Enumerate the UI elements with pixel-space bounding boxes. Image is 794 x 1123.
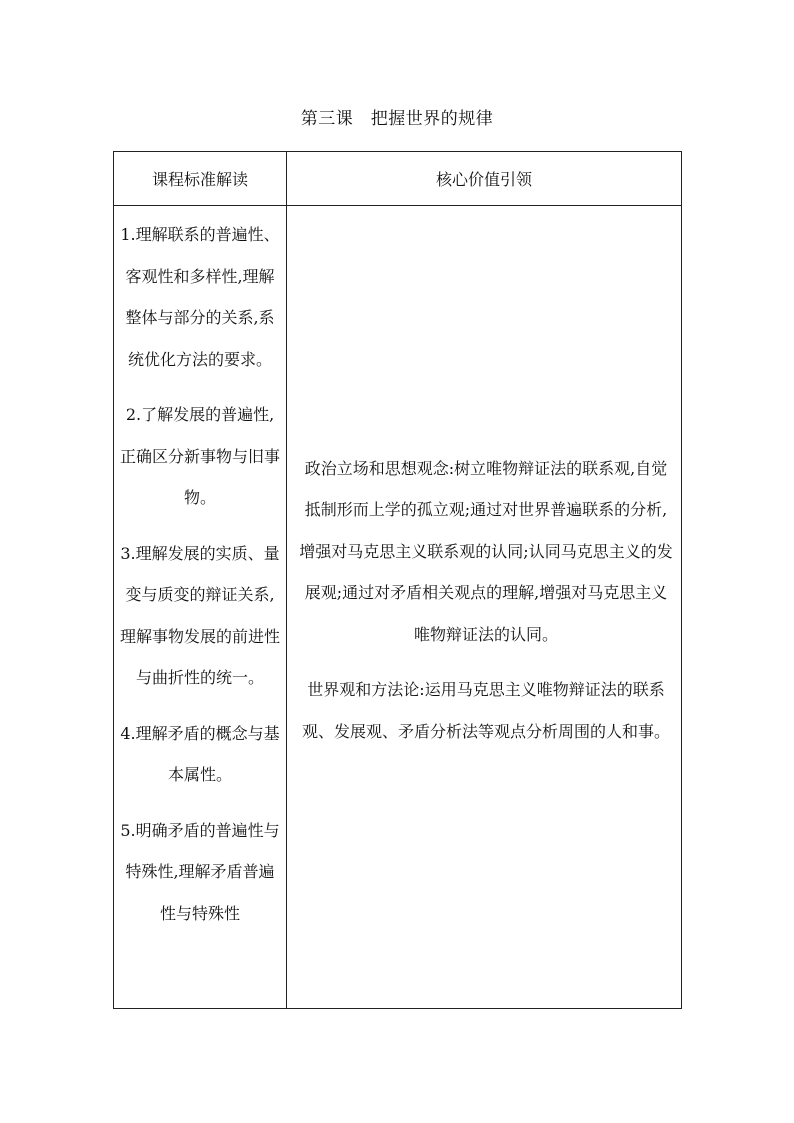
header-curriculum-standards: 课程标准解读 [114, 152, 287, 206]
values-cell [287, 206, 682, 1009]
standards-cell [114, 206, 287, 1009]
header-core-values: 核心价值引领 [287, 152, 682, 206]
lesson-title: 第三课 把握世界的规律 [300, 109, 494, 129]
standard-item-5: 5.明确矛盾的普遍性与特殊性,理解矛盾普遍性与特殊性 [120, 820, 280, 923]
table-body-row [114, 206, 682, 1009]
value-paragraph-political: 政治立场和思想观念:树立唯物辩证法的联系观,自觉抵制形而上学的孤立观;通过对世界普遍联系的分析,增强对马克思主义联系观的认同;认同马克思主义的发展观;通过对矛盾相关观点的理解,增强对马克思主义唯物辩证法的认同。 [299, 458, 673, 644]
curriculum-table [113, 151, 682, 1009]
standard-item-3: 3.理解发展的实质、量变与质变的辩证关系,理解事物发展的前进性与曲折性的统一。 [119, 543, 280, 687]
value-paragraph-worldview: 世界观和方法论:运用马克思主义唯物辩证法的联系观、发展观、矛盾分析法等观点分析周围的人和事。 [301, 680, 670, 741]
standard-item-2: 2.了解发展的普遍性,正确区分新事物与旧事物。 [119, 405, 280, 507]
standard-item-4: 4.理解矛盾的概念与基本属性。 [120, 723, 280, 784]
standard-item-1: 1.理解联系的普遍性、客观性和多样性,理解整体与部分的关系,系统优化方法的要求。 [120, 225, 280, 369]
table-header-row [114, 152, 682, 206]
